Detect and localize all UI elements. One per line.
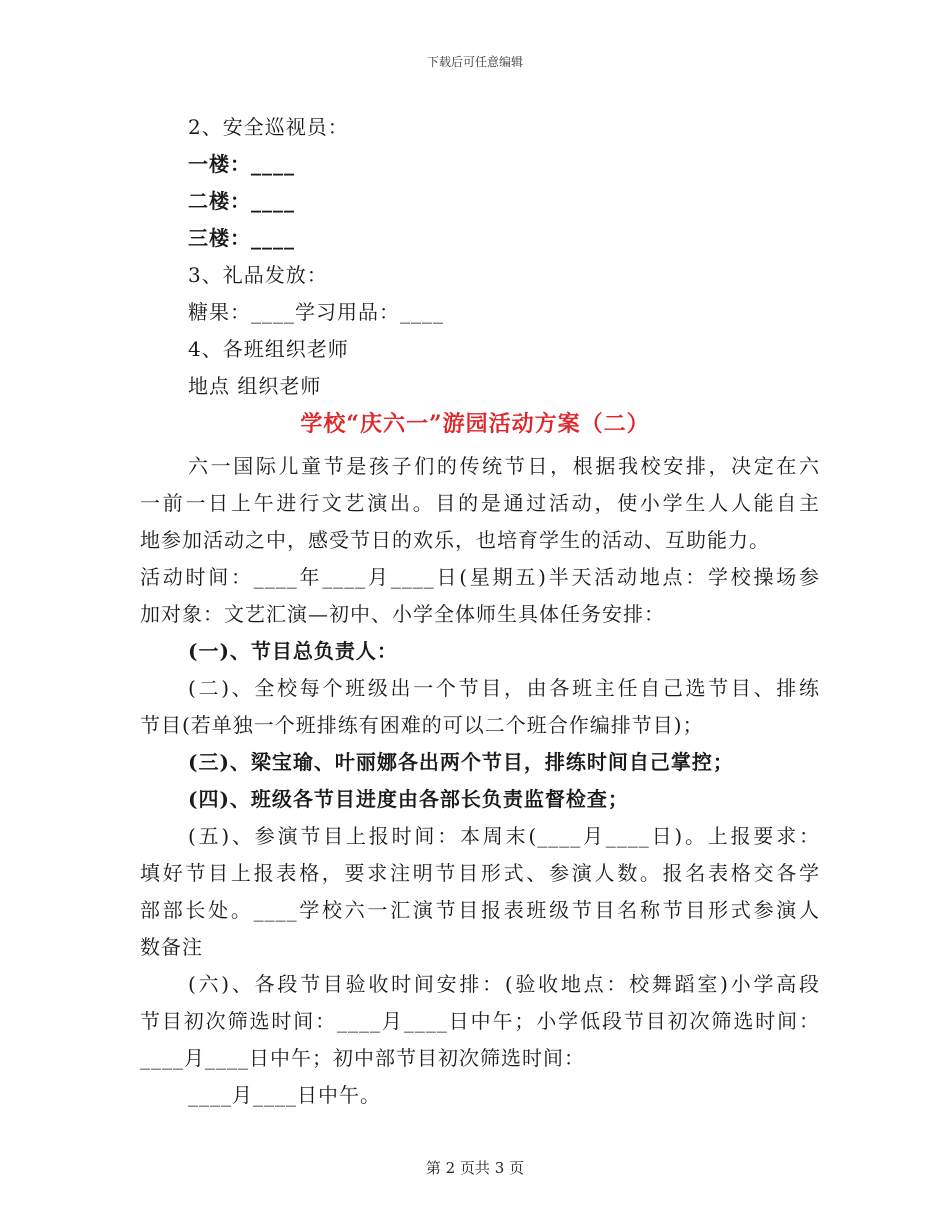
section-5-line-3-text: 部部长处。____学校六一汇演节目报表班级节目名称节目形式参演人 bbox=[140, 898, 820, 922]
floor-2-line: 二楼：____ bbox=[188, 189, 295, 213]
para-1-line-1-text: 六一国际儿童节是孩子们的传统节日，根据我校安排，决定在六 bbox=[188, 454, 820, 478]
section-6-line-2 bbox=[140, 1007, 820, 1035]
section-3: (三)、梁宝瑜、叶丽娜各出两个节目，排练时间自己掌控； bbox=[188, 750, 734, 774]
para-1-line-4-text: 活动时间：____年____月____日(星期五)半天活动地点：学校操场参 bbox=[140, 565, 820, 589]
section-5-line-1 bbox=[188, 822, 820, 850]
page-title: 学校“庆六一”游园活动方案（二） bbox=[300, 411, 650, 437]
floor-3-line: 三楼：____ bbox=[188, 226, 295, 250]
gifts-line: 糖果：____学习用品：____ bbox=[188, 300, 444, 324]
section-5-line-4: 数备注 bbox=[140, 935, 203, 959]
section-2-line-2: 节目(若单独一个班排练有困难的可以二个班合作编排节目)； bbox=[140, 713, 704, 737]
section-6-line-1-text: (六)、各段节目验收时间安排：(验收地点：校舞蹈室)小学高段 bbox=[188, 972, 820, 996]
section-5-line-2-text: 填好节目上报表格，要求注明节目形式、参演人数。报名表格交各学 bbox=[140, 861, 820, 885]
item-3-gifts: 3、礼品发放： bbox=[188, 263, 328, 287]
para-1-line-5: 加对象：文艺汇演—初中、小学全体师生具体任务安排： bbox=[140, 602, 665, 626]
item-2-safety-patrol: 2、安全巡视员： bbox=[188, 115, 349, 139]
section-4: (四)、班级各节目进度由各部长负责监督检查； bbox=[188, 787, 629, 811]
section-5-line-1-text: (五)、参演节目上报时间：本周末(____月____日)。上报要求： bbox=[188, 824, 820, 848]
section-6-line-2-text: 节目初次筛选时间：____月____日中午；小学低段节目初次筛选时间： bbox=[140, 1009, 820, 1033]
place-teacher-line: 地点 组织老师 bbox=[188, 374, 322, 398]
section-6-line-1 bbox=[188, 970, 820, 998]
section-5-line-3 bbox=[140, 896, 820, 924]
item-4-teachers: 4、各班组织老师 bbox=[188, 337, 349, 361]
section-1: (一)、节目总负责人： bbox=[188, 639, 398, 663]
para-1-line-2-text: 一前一日上午进行文艺演出。目的是通过活动，使小学生人人能自主 bbox=[140, 491, 820, 515]
para-1-line-2 bbox=[140, 489, 820, 517]
header-note: 下载后可任意编辑 bbox=[426, 55, 523, 69]
para-1-line-4 bbox=[140, 563, 820, 591]
section-2-line-1-text: (二)、全校每个班级出一个节目，由各班主任自己选节目、排练 bbox=[188, 676, 820, 700]
section-6-line-3: ____月____日中午；初中部节目初次筛选时间： bbox=[140, 1046, 585, 1070]
para-1-line-3: 地参加活动之中，感受节日的欢乐，也培育学生的活动、互助能力。 bbox=[140, 528, 770, 552]
floor-1-line: 一楼：____ bbox=[188, 152, 295, 176]
para-1-line-1 bbox=[188, 452, 820, 480]
section-5-line-2 bbox=[140, 859, 820, 887]
page-footer: 第 2 页共 3 页 bbox=[425, 1159, 525, 1177]
section-2-line-1 bbox=[188, 674, 820, 702]
section-6-line-4: ____月____日中午。 bbox=[188, 1083, 381, 1107]
